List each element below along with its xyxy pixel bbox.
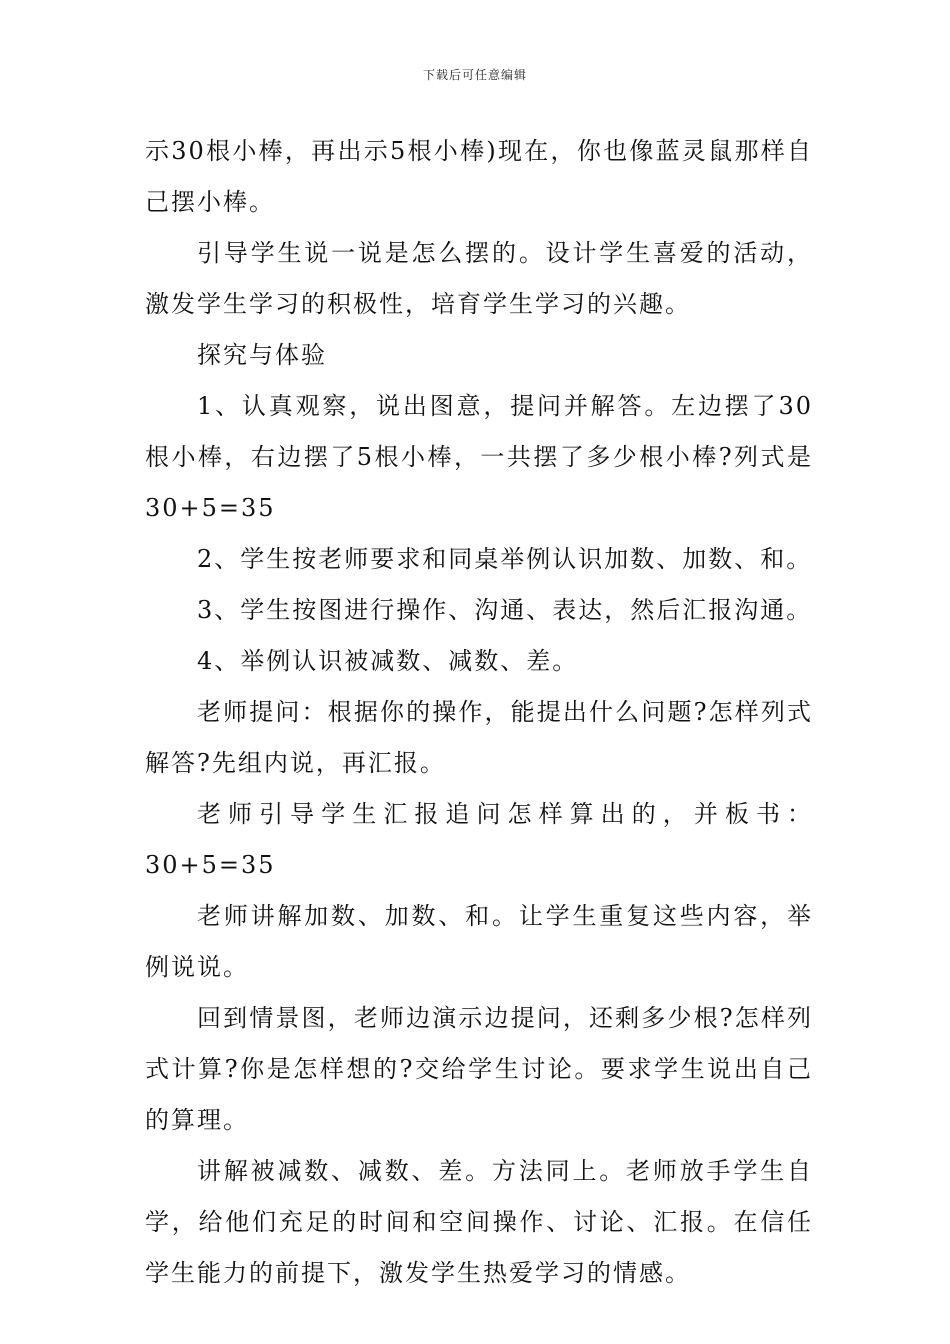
- paragraph: 4、举例认识被减数、减数、差。: [197, 647, 579, 675]
- paragraph: 引导学生说一说是怎么摆的。设计学生喜爱的活动，激发学生学习的积极性，培育学生学习的兴趣。: [145, 239, 813, 318]
- section-heading: 探究与体验: [197, 341, 327, 369]
- paragraph: 老师讲解加数、加数、和。让学生重复这些内容，举例说说。: [145, 902, 813, 981]
- document-body: [145, 126, 813, 1299]
- paragraph: 示30根小棒，再出示5根小棒)现在，你也像蓝灵鼠那样自己摆小棒。: [145, 137, 813, 216]
- paragraph: 3、学生按图进行操作、沟通、表达，然后汇报沟通。: [197, 596, 813, 624]
- paragraph: 1、认真观察，说出图意，提问并解答。左边摆了30根小棒，右边摆了5根小棒，一共摆了多少根小棒?列式是30+5=35: [145, 392, 813, 522]
- header-note: 下载后可任意编辑: [422, 68, 527, 82]
- paragraph: 老师提问：根据你的操作，能提出什么问题?怎样列式解答?先组内说，再汇报。: [145, 698, 813, 777]
- paragraph: 回到情景图，老师边演示边提问，还剩多少根?怎样列式计算?你是怎样想的?交给学生讨论。要求学生说出自己的算理。: [145, 1004, 813, 1134]
- paragraph: 2、学生按老师要求和同桌举例认识加数、加数、和。: [197, 545, 813, 573]
- paragraph: 讲解被减数、减数、差。方法同上。老师放手学生自学，给他们充足的时间和空间操作、讨论、汇报。在信任学生能力的前提下，激发学生热爱学习的情感。: [145, 1157, 813, 1287]
- paragraph: 老师引导学生汇报追问怎样算出的，并板书：30+5=35: [145, 800, 813, 879]
